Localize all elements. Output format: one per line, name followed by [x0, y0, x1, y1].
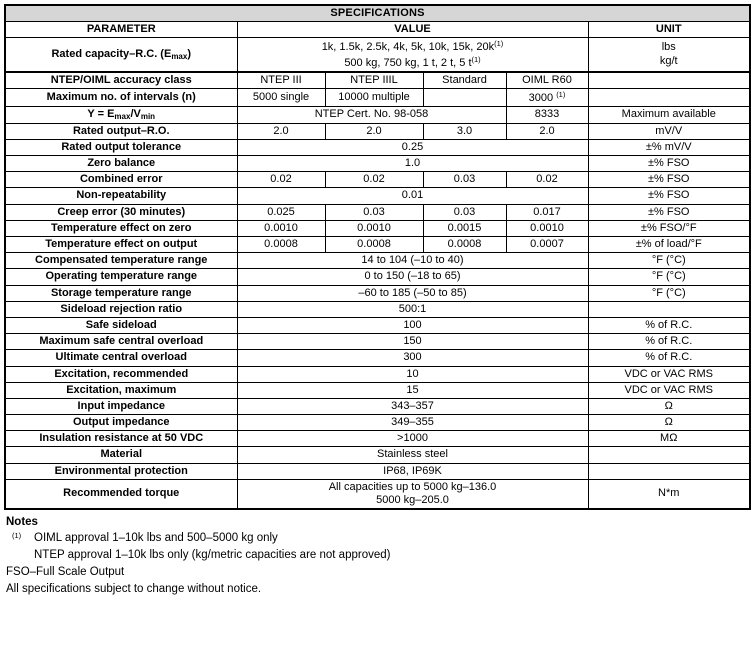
unit-max-safe-overload: % of R.C. [588, 334, 750, 350]
unit-ultimate-overload: % of R.C. [588, 350, 750, 366]
row-ultimate-overload [5, 350, 750, 366]
value-storage-temp-range: –60 to 185 (–50 to 85) [237, 285, 588, 301]
param-insulation: Insulation resistance at 50 VDC [5, 431, 237, 447]
unit-insulation: MΩ [588, 431, 750, 447]
row-excitation-rec [5, 366, 750, 382]
row-rated-capacity [5, 38, 750, 72]
param-excitation-max: Excitation, maximum [5, 382, 237, 398]
param-material: Material [5, 447, 237, 463]
value-output-tolerance: 0.25 [237, 139, 588, 155]
value-tz-1: 0.0010 [237, 220, 325, 236]
value-ce-1: 0.02 [237, 172, 325, 188]
unit-rated-output: mV/V [588, 123, 750, 139]
value-excitation-max: 15 [237, 382, 588, 398]
value-creep-1: 0.025 [237, 204, 325, 220]
note-marker-1: (1) [12, 531, 22, 541]
value-ro-3: 3.0 [423, 123, 506, 139]
header-value: VALUE [237, 22, 588, 38]
param-creep-error: Creep error (30 minutes) [5, 204, 237, 220]
row-non-repeatability [5, 188, 750, 204]
unit-environmental [588, 463, 750, 479]
row-accuracy-class [5, 72, 750, 89]
param-accuracy-class: NTEP/OIML accuracy class [5, 72, 237, 89]
param-safe-sideload: Safe sideload [5, 317, 237, 333]
value-torque: All capacities up to 5000 kg–136.0 5000 kg–205.0 [237, 479, 588, 509]
param-torque: Recommended torque [5, 479, 237, 509]
param-temp-output: Temperature effect on output [5, 237, 237, 253]
row-sideload-ratio [5, 301, 750, 317]
param-sideload-ratio: Sideload rejection ratio [5, 301, 237, 317]
row-material [5, 447, 750, 463]
header-unit: UNIT [588, 22, 750, 38]
row-op-temp-range [5, 269, 750, 285]
value-ro-1: 2.0 [237, 123, 325, 139]
param-ultimate-overload: Ultimate central overload [5, 350, 237, 366]
param-environmental: Environmental protection [5, 463, 237, 479]
row-max-safe-overload [5, 334, 750, 350]
param-excitation-rec: Excitation, recommended [5, 366, 237, 382]
param-non-repeatability: Non-repeatability [5, 188, 237, 204]
unit-storage-temp-range: °F (°C) [588, 285, 750, 301]
header-parameter: PARAMETER [5, 22, 237, 38]
unit-output-tolerance: ±% mV/V [588, 139, 750, 155]
value-intervals-4: 3000 $^{(1)}$ [506, 88, 588, 106]
param-comp-temp-range: Compensated temperature range [5, 253, 237, 269]
unit-safe-sideload: % of R.C. [588, 317, 750, 333]
row-y-ratio [5, 107, 750, 124]
value-y-cert: NTEP Cert. No. 98-058 [237, 107, 506, 124]
unit-op-temp-range: °F (°C) [588, 269, 750, 285]
value-intervals-3 [423, 88, 506, 106]
note-oiml: (1) OIML approval 1–10k lbs and 500–5000 kg only [12, 531, 278, 545]
param-storage-temp-range: Storage temperature range [5, 285, 237, 301]
row-output-impedance [5, 415, 750, 431]
row-creep-error [5, 204, 750, 220]
table-header-row [5, 22, 750, 38]
value-sideload-ratio: 500:1 [237, 301, 588, 317]
table-title: SPECIFICATIONS [5, 5, 750, 22]
value-rated-capacity: 1k, 1.5k, 2.5k, 4k, 5k, 10k, 15k, $20k^{(1)}$ 500 kg, 750 kg, 1 t, 2 t, 5 $t^{(1)}$ [237, 38, 588, 72]
value-creep-4: 0.017 [506, 204, 588, 220]
param-temp-zero: Temperature effect on zero [5, 220, 237, 236]
param-max-intervals: Maximum no. of intervals (n) [5, 88, 237, 106]
unit-accuracy-class [588, 72, 750, 89]
value-ce-3: 0.03 [423, 172, 506, 188]
value-ce-2: 0.02 [325, 172, 423, 188]
unit-y-ratio: Maximum available [588, 107, 750, 124]
unit-input-impedance: Ω [588, 398, 750, 414]
value-tz-2: 0.0010 [325, 220, 423, 236]
value-insulation: >1000 [237, 431, 588, 447]
unit-zero-balance: ±% FSO [588, 156, 750, 172]
notes-section [4, 510, 751, 595]
value-accuracy-ntep3l: NTEP IIIL [325, 72, 423, 89]
param-rated-capacity: Rated capacity–R.C. $(E_{max})$ [5, 38, 237, 72]
value-ce-4: 0.02 [506, 172, 588, 188]
value-tz-3: 0.0015 [423, 220, 506, 236]
param-op-temp-range: Operating temperature range [5, 269, 237, 285]
specifications-table [4, 4, 751, 510]
value-non-repeatability: 0.01 [237, 188, 588, 204]
unit-material [588, 447, 750, 463]
row-safe-sideload [5, 317, 750, 333]
value-environmental: IP68, IP69K [237, 463, 588, 479]
row-storage-temp-range [5, 285, 750, 301]
param-output-tolerance: Rated output tolerance [5, 139, 237, 155]
value-output-impedance: 349–355 [237, 415, 588, 431]
value-creep-2: 0.03 [325, 204, 423, 220]
param-output-impedance: Output impedance [5, 415, 237, 431]
param-max-safe-overload: Maximum safe central overload [5, 334, 237, 350]
value-zero-balance: 1.0 [237, 156, 588, 172]
value-material: Stainless steel [237, 447, 588, 463]
row-output-tolerance [5, 139, 750, 155]
param-combined-error: Combined error [5, 172, 237, 188]
value-op-temp-range: 0 to 150 (–18 to 65) [237, 269, 588, 285]
unit-max-intervals [588, 88, 750, 106]
value-to-1: 0.0008 [237, 237, 325, 253]
note-disclaimer: All specifications subject to change without notice. [6, 583, 262, 596]
unit-rated-capacity: lbs kg/t [588, 38, 750, 72]
value-to-4: 0.0007 [506, 237, 588, 253]
row-environmental [5, 463, 750, 479]
value-input-impedance: 343–357 [237, 398, 588, 414]
value-safe-sideload: 100 [237, 317, 588, 333]
value-ro-2: 2.0 [325, 123, 423, 139]
table-title-row [5, 5, 750, 22]
unit-excitation-max: VDC or VAC RMS [588, 382, 750, 398]
value-tz-4: 0.0010 [506, 220, 588, 236]
unit-non-repeatability: ±% FSO [588, 188, 750, 204]
unit-combined-error: ±% FSO [588, 172, 750, 188]
value-comp-temp-range: 14 to 104 (–10 to 40) [237, 253, 588, 269]
unit-temp-output: ±% of load/°F [588, 237, 750, 253]
row-insulation [5, 431, 750, 447]
row-torque [5, 479, 750, 509]
unit-output-impedance: Ω [588, 415, 750, 431]
param-input-impedance: Input impedance [5, 398, 237, 414]
value-accuracy-ntep3: NTEP III [237, 72, 325, 89]
row-combined-error [5, 172, 750, 188]
value-to-3: 0.0008 [423, 237, 506, 253]
value-max-safe-overload: 150 [237, 334, 588, 350]
unit-creep-error: ±% FSO [588, 204, 750, 220]
unit-temp-zero: ±% FSO/°F [588, 220, 750, 236]
row-input-impedance [5, 398, 750, 414]
value-intervals-2: 10000 multiple [325, 88, 423, 106]
row-comp-temp-range [5, 253, 750, 269]
value-ultimate-overload: 300 [237, 350, 588, 366]
unit-comp-temp-range: °F (°C) [588, 253, 750, 269]
value-excitation-rec: 10 [237, 366, 588, 382]
value-accuracy-standard: Standard [423, 72, 506, 89]
param-y-ratio: $Y = E_{max}/V_{min}$ [5, 107, 237, 124]
note-fso: FSO–Full Scale Output [6, 566, 125, 579]
value-intervals-1: 5000 single [237, 88, 325, 106]
unit-sideload-ratio [588, 301, 750, 317]
row-temp-zero [5, 220, 750, 236]
value-to-2: 0.0008 [325, 237, 423, 253]
param-rated-output: Rated output–R.O. [5, 123, 237, 139]
unit-excitation-rec: VDC or VAC RMS [588, 366, 750, 382]
value-ro-4: 2.0 [506, 123, 588, 139]
row-temp-output [5, 237, 750, 253]
row-excitation-max [5, 382, 750, 398]
row-max-intervals [5, 88, 750, 106]
value-accuracy-oiml: OIML R60 [506, 72, 588, 89]
row-rated-output [5, 123, 750, 139]
note-ntep: NTEP approval 1–10k lbs only (kg/metric capacities are not approved) [34, 549, 391, 562]
row-zero-balance [5, 156, 750, 172]
value-creep-3: 0.03 [423, 204, 506, 220]
unit-torque: N*m [588, 479, 750, 509]
value-y-oiml: 8333 [506, 107, 588, 124]
notes-heading: Notes [6, 516, 38, 529]
param-zero-balance: Zero balance [5, 156, 237, 172]
